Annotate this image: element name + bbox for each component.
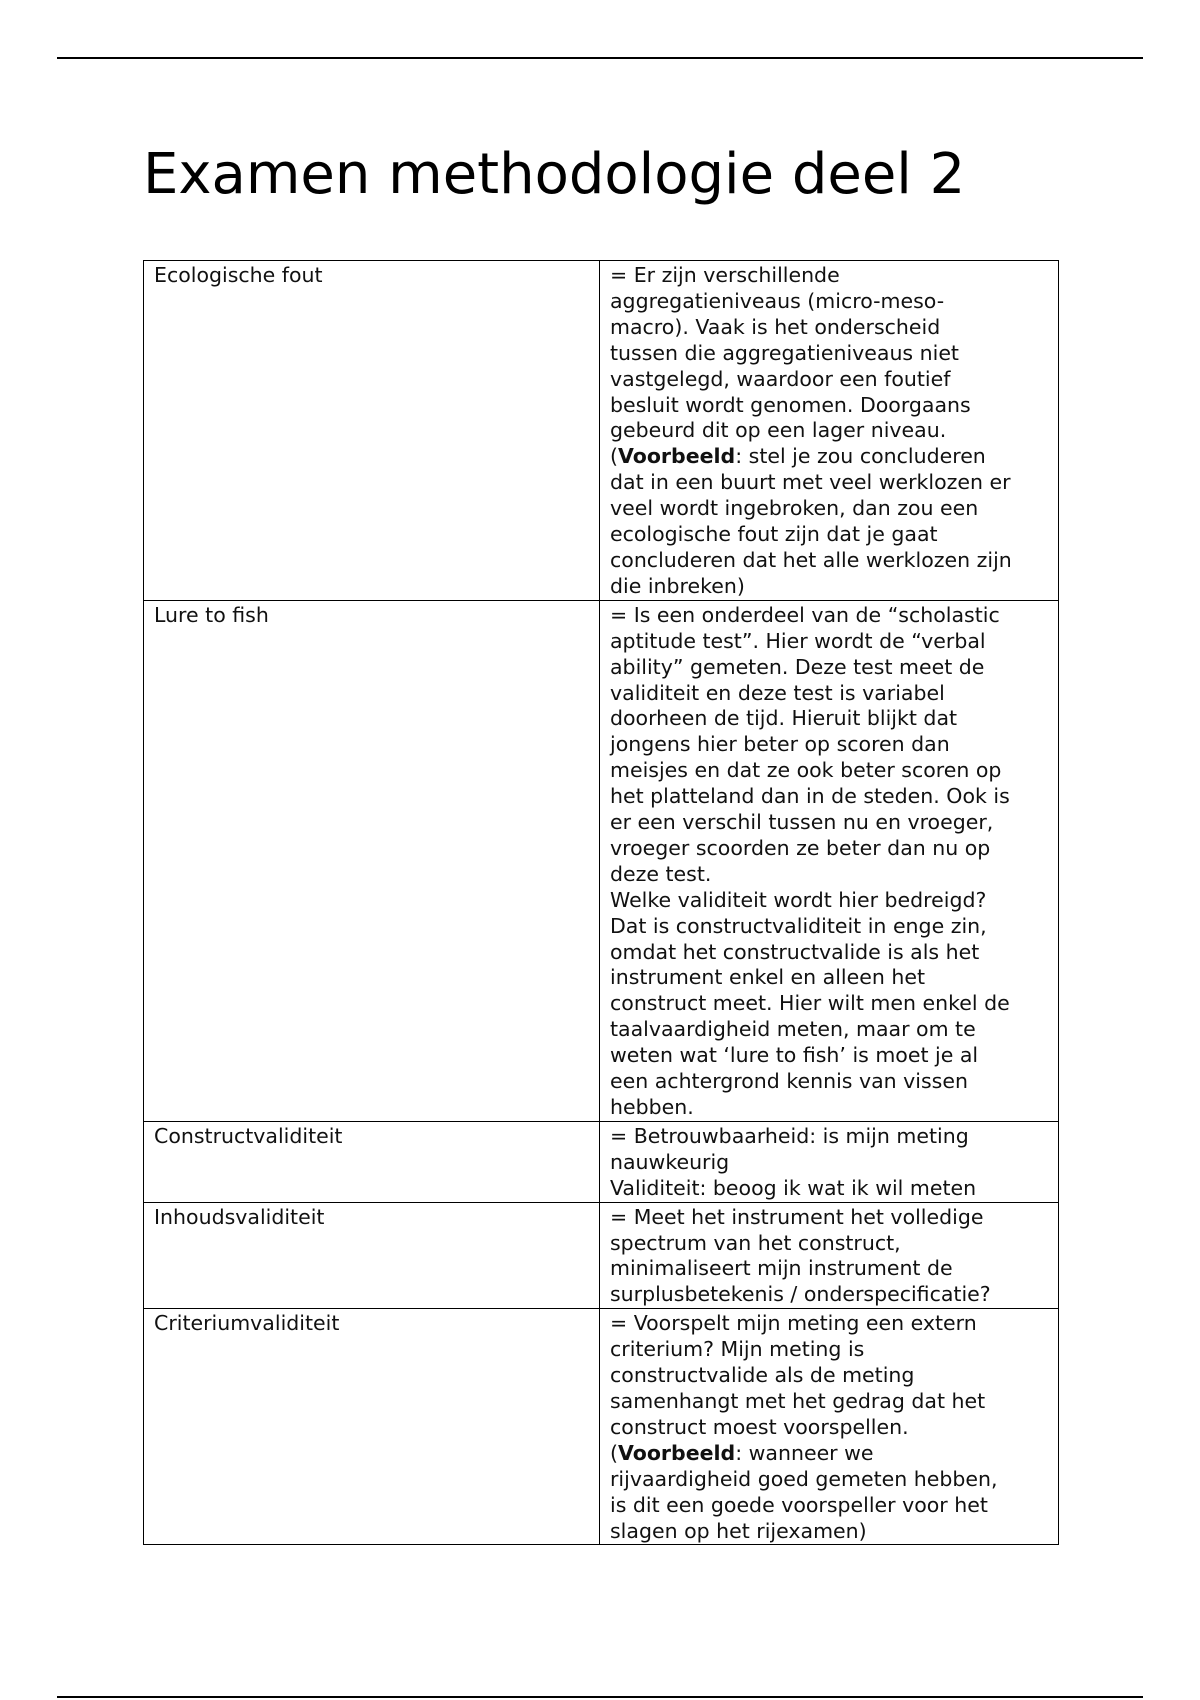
table-row xyxy=(144,600,1059,1121)
definition-line: instrument enkel en alleen het xyxy=(610,965,925,990)
header-rule xyxy=(57,57,1143,59)
definition-line: slagen op het rijexamen) xyxy=(610,1518,867,1543)
definition-line: Dat is constructvaliditeit in enge zin, xyxy=(610,913,987,938)
definition-line: construct moest voorspellen. xyxy=(610,1414,909,1439)
definition-line: Welke validiteit wordt hier bedreigd? xyxy=(610,887,987,912)
table-row xyxy=(144,261,1059,601)
definition-line: het platteland dan in de steden. Ook is xyxy=(610,784,1010,809)
definition-line: een achtergrond kennis van vissen xyxy=(610,1069,968,1094)
definition-line: veel wordt ingebroken, dan zou een xyxy=(610,496,979,521)
definition-line: criterium? Mijn meting is xyxy=(610,1337,865,1362)
definition-line: meisjes en dat ze ook beter scoren op xyxy=(610,758,1002,783)
definition-line: deze test. xyxy=(610,861,712,886)
definition-line: = Is een onderdeel van de “scholastic xyxy=(610,602,1000,627)
definition-line: = Voorspelt mijn meting een extern xyxy=(610,1311,977,1336)
definition-line: ecologische fout zijn dat je gaat xyxy=(610,522,938,547)
definition-line: er een verschil tussen nu en vroeger, xyxy=(610,810,994,835)
definition-line: is dit een goede voorspeller voor het xyxy=(610,1492,988,1517)
term-cell: Ecologische fout xyxy=(144,261,600,601)
definition-cell xyxy=(600,1309,1059,1545)
definition-line: constructvalide als de meting xyxy=(610,1363,915,1388)
definition-line: die inbreken) xyxy=(610,573,745,598)
definition-line: aggregatieniveaus (micro-meso- xyxy=(610,288,945,313)
definition-cell xyxy=(600,1121,1059,1202)
definition-line: concluderen dat het alle werklozen zijn xyxy=(610,547,1012,572)
definition-line: ability” gemeten. Deze test meet de xyxy=(610,654,985,679)
page-title: Examen methodologie deel 2 xyxy=(143,142,966,207)
definition-line: (Voorbeeld: stel je zou concluderen xyxy=(610,444,986,469)
definition-line: (Voorbeeld: wanneer we xyxy=(610,1440,874,1465)
emphasis-text: Voorbeeld xyxy=(618,1440,736,1465)
definition-line: taalvaardigheid meten, maar om te xyxy=(610,1017,976,1042)
definition-line: omdat het constructvalide is als het xyxy=(610,939,980,964)
term-cell: Inhoudsvaliditeit xyxy=(144,1202,600,1309)
definition-line: = Meet het instrument het volledige xyxy=(610,1204,984,1229)
definition-line: vroeger scoorden ze beter dan nu op xyxy=(610,835,991,860)
table-row xyxy=(144,1309,1059,1545)
term-cell: Lure to fish xyxy=(144,600,600,1121)
definition-line: besluit wordt genomen. Doorgaans xyxy=(610,392,971,417)
definition-cell xyxy=(600,261,1059,601)
definition-line: aptitude test”. Hier wordt de “verbal xyxy=(610,628,986,653)
table-row xyxy=(144,1202,1059,1309)
term-cell: Criteriumvaliditeit xyxy=(144,1309,600,1545)
glossary-table xyxy=(143,260,1059,1545)
definition-line: nauwkeurig xyxy=(610,1149,730,1174)
definition-line: dat in een buurt met veel werklozen er xyxy=(610,470,1011,495)
definition-line: vastgelegd, waardoor een foutief xyxy=(610,366,951,391)
definition-cell xyxy=(600,1202,1059,1309)
definition-line: rijvaardigheid goed gemeten hebben, xyxy=(610,1466,998,1491)
definition-line: surplusbetekenis / onderspecificatie? xyxy=(610,1282,991,1307)
definition-line: spectrum van het construct, xyxy=(610,1230,901,1255)
definition-line: macro). Vaak is het onderscheid xyxy=(610,314,941,339)
definition-line: samenhangt met het gedrag dat het xyxy=(610,1388,986,1413)
definition-line: minimaliseert mijn instrument de xyxy=(610,1256,953,1281)
definition-line: hebben. xyxy=(610,1095,694,1119)
emphasis-text: Voorbeeld xyxy=(618,444,736,469)
definition-cell xyxy=(600,600,1059,1121)
definition-line: Validiteit: beoog ik wat ik wil meten xyxy=(610,1175,977,1200)
definition-line: doorheen de tijd. Hieruit blijkt dat xyxy=(610,706,958,731)
definition-line: tussen die aggregatieniveaus niet xyxy=(610,340,959,365)
footer-rule xyxy=(57,1696,1143,1698)
term-cell: Constructvaliditeit xyxy=(144,1121,600,1202)
definition-line: gebeurd dit op een lager niveau. xyxy=(610,418,947,443)
definition-line: = Betrouwbaarheid: is mijn meting xyxy=(610,1123,969,1148)
definition-line: validiteit en deze test is variabel xyxy=(610,680,945,705)
glossary-body xyxy=(144,261,1059,1545)
table-row xyxy=(144,1121,1059,1202)
definition-line: construct meet. Hier wilt men enkel de xyxy=(610,991,1010,1016)
definition-line: jongens hier beter op scoren dan xyxy=(610,732,950,757)
definition-line: weten wat ‘lure to fish’ is moet je al xyxy=(610,1043,979,1068)
definition-line: = Er zijn verschillende xyxy=(610,263,840,287)
